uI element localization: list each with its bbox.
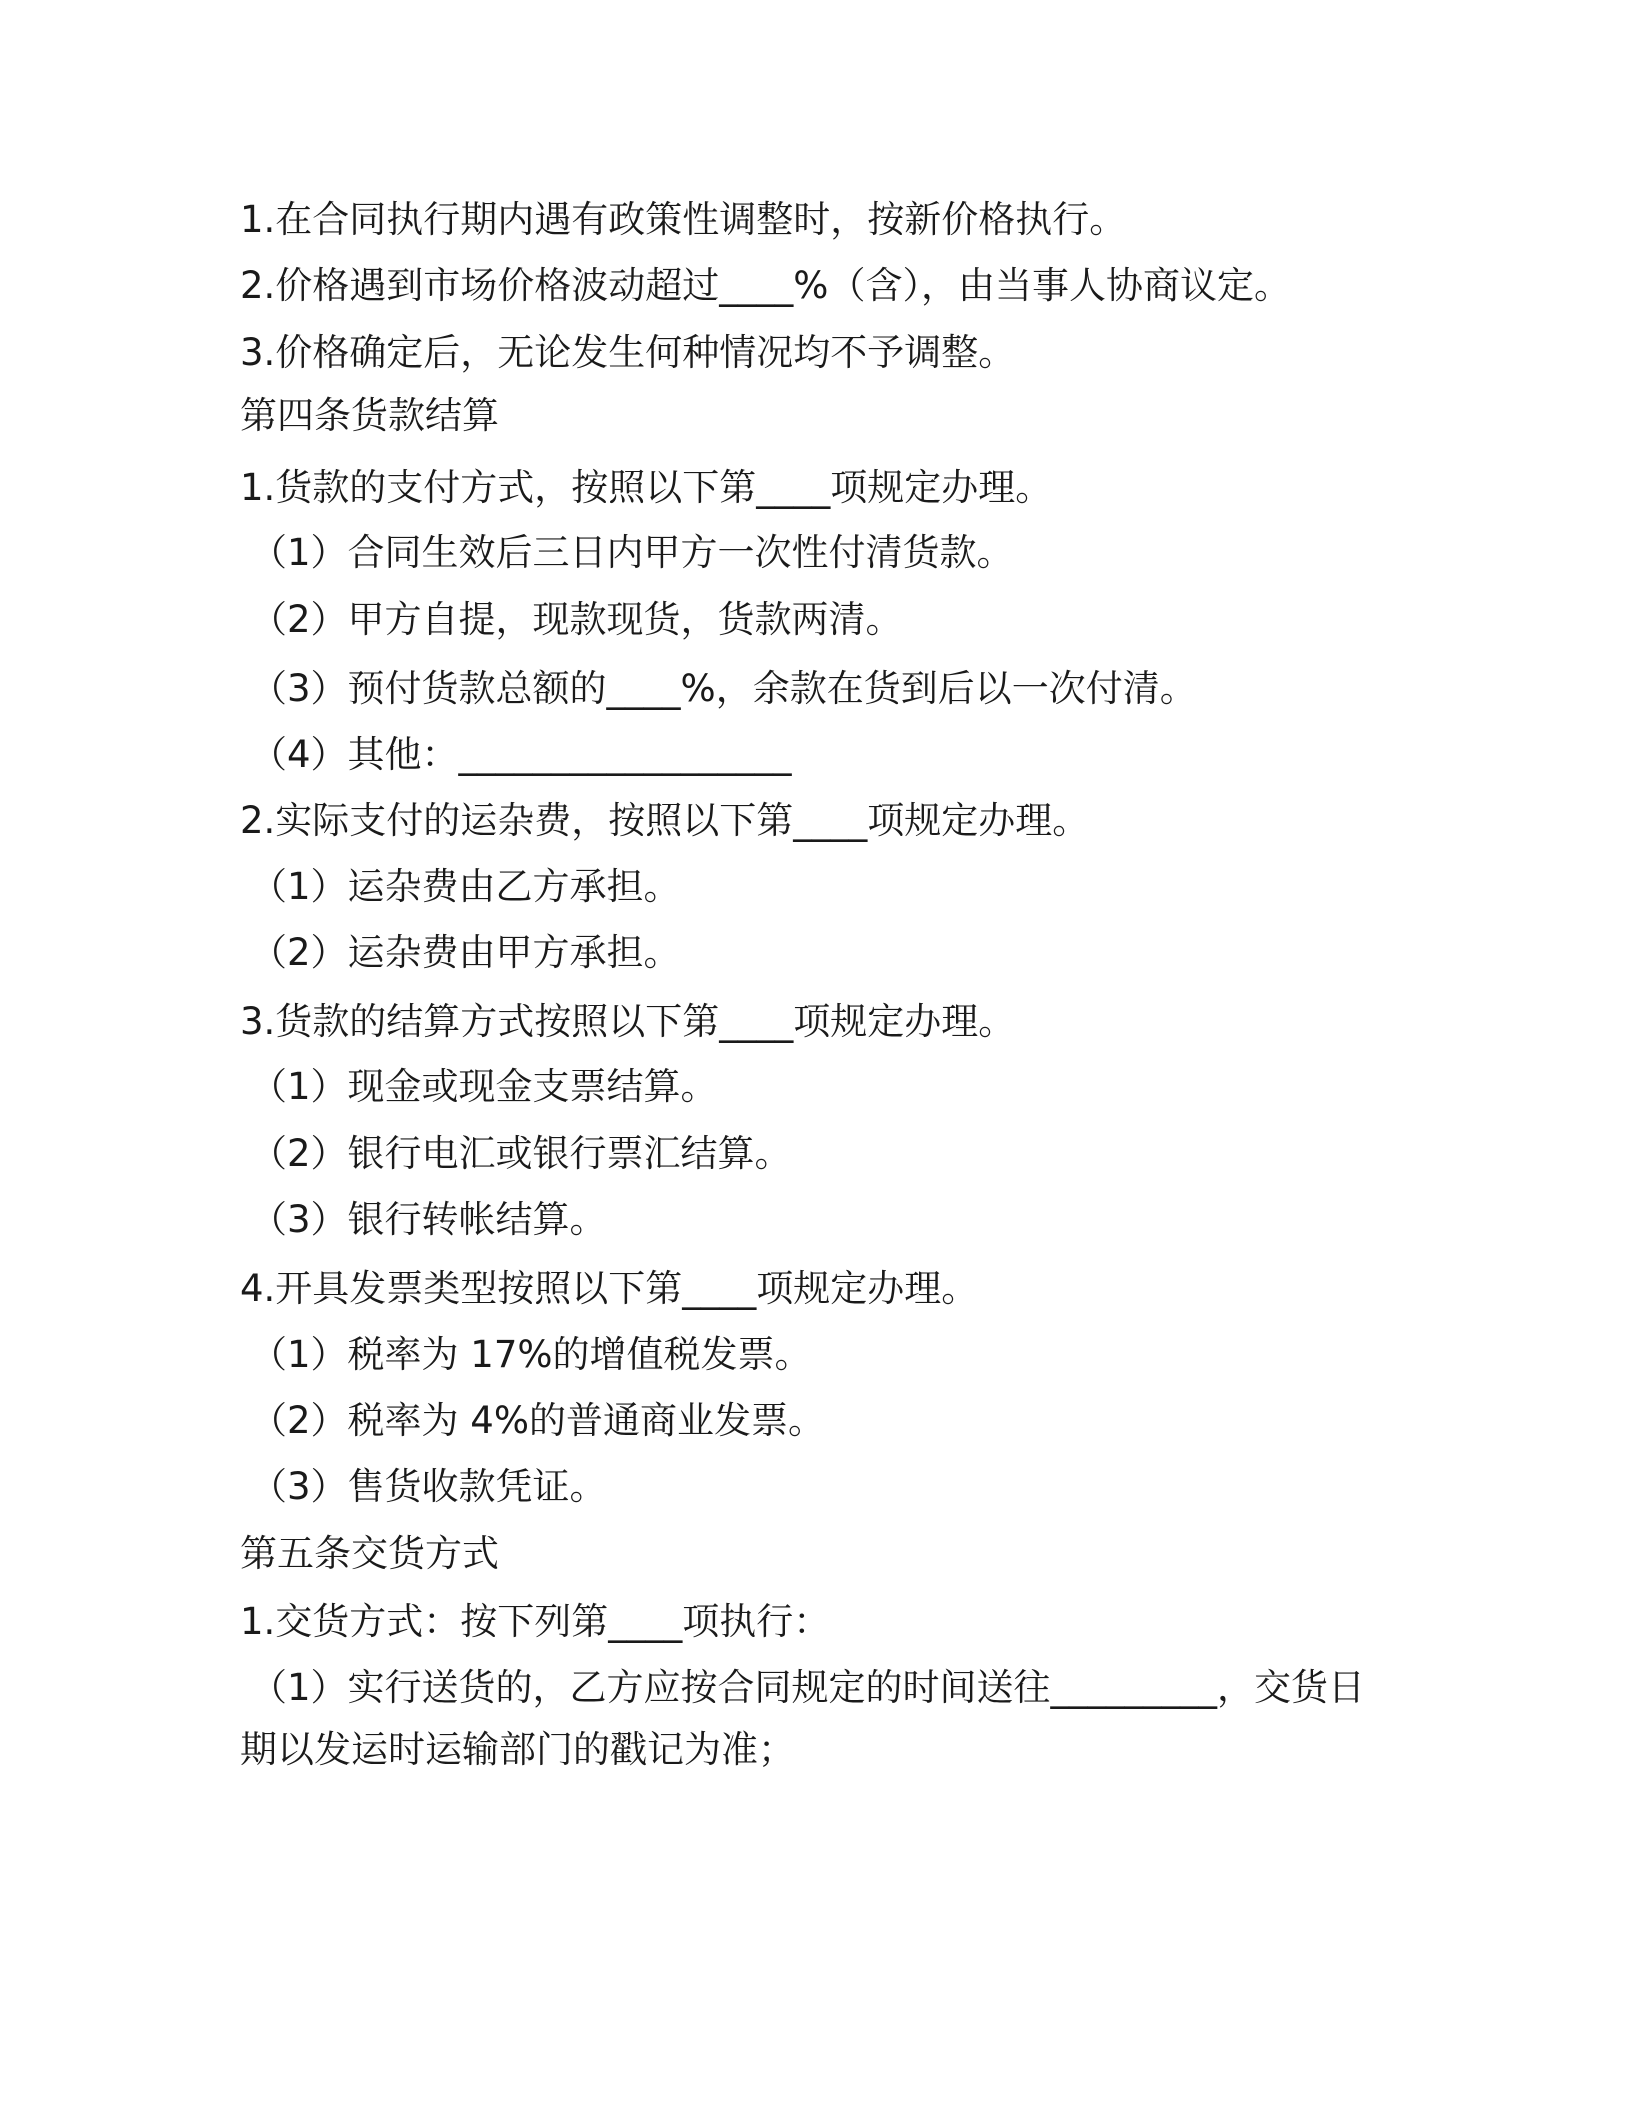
price-clause-3: 3.价格确定后，无论发生何种情况均不予调整。 <box>240 331 1016 374</box>
delivery-method-clause: 1.交货方式：按下列第____项执行： <box>240 1600 831 1643</box>
delivery-option-1-continued: 期以发运时运输部门的戳记为准； <box>240 1728 795 1771</box>
freight-option-2: （2）运杂费由甲方承担。 <box>250 931 681 974</box>
settlement-option-1: （1）现金或现金支票结算。 <box>250 1065 718 1108</box>
price-clause-1: 1.在合同执行期内遇有政策性调整时，按新价格执行。 <box>240 198 1127 241</box>
price-clause-2: 2.价格遇到市场价格波动超过____%（含），由当事人协商议定。 <box>240 264 1291 307</box>
payment-option-1: （1）合同生效后三日内甲方一次性付清货款。 <box>250 531 1014 574</box>
invoice-option-1: （1）税率为 17%的增值税发票。 <box>250 1333 812 1376</box>
payment-method-clause: 1.货款的支付方式，按照以下第____项规定办理。 <box>240 466 1053 509</box>
section-heading-payment: 第四条货款结算 <box>240 394 499 437</box>
settlement-option-3: （3）银行转帐结算。 <box>250 1198 607 1241</box>
payment-option-3: （3）预付货款总额的____%，余款在货到后以一次付清。 <box>250 667 1197 710</box>
section-heading-delivery: 第五条交货方式 <box>240 1532 499 1575</box>
freight-option-1: （1）运杂费由乙方承担。 <box>250 865 681 908</box>
settlement-option-2: （2）银行电汇或银行票汇结算。 <box>250 1132 792 1175</box>
freight-clause: 2.实际支付的运杂费，按照以下第____项规定办理。 <box>240 799 1090 842</box>
invoice-option-3: （3）售货收款凭证。 <box>250 1465 607 1508</box>
settlement-clause: 3.货款的结算方式按照以下第____项规定办理。 <box>240 1000 1016 1043</box>
invoice-clause: 4.开具发票类型按照以下第____项规定办理。 <box>240 1267 979 1310</box>
payment-option-4: （4）其他：__________________ <box>250 733 792 776</box>
payment-option-2: （2）甲方自提，现款现货，货款两清。 <box>250 598 903 641</box>
invoice-option-2: （2）税率为 4%的普通商业发票。 <box>250 1399 825 1442</box>
delivery-option-1: （1）实行送货的，乙方应按合同规定的时间送往_________，交货日 <box>250 1666 1366 1709</box>
